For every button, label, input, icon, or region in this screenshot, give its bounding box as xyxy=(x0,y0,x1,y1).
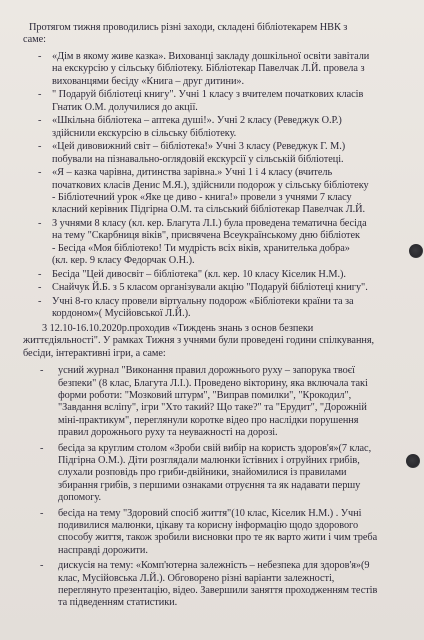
sub-list-item-line: бесіда на тему "Здоровий спосіб життя"(10 клас, Кіселик Н.М.) . Учні xyxy=(58,507,362,519)
sub-list-item-line: усний журнал "Виконання правил дорожнього руху – запорука твоєї xyxy=(58,365,355,377)
list-item-line: (кл. кер. 9 класу Федорчак О.Н.). xyxy=(52,255,195,267)
list-item-line: «Шкільна бібліотека – аптека душі!». Учні 2 класу (Реведжук О.Р.) xyxy=(52,115,342,127)
list-item-line: «Я – казка чарівна, дитинства зарівна.» Учні 1 і 4 класу (вчитель xyxy=(52,167,333,179)
sub-list-item-line: бесіда за круглим столом «Зроби свій вибір на користь здоров'я»(7 клас, xyxy=(58,442,372,454)
list-item-line: «Дім в якому живе казка». Вихованці закладу дошкільної освіти завітали xyxy=(52,50,370,62)
sub-list-item-line: "Завдання всліпу", ігри "Хто такий? Що таке?" та "Ерудит", "Дорожній xyxy=(58,402,367,414)
sub-list-dash: - xyxy=(40,560,44,572)
list-item-line: З учнями 8 класу (кл. кер. Благута Л.І.) була проведена тематична бесіда xyxy=(52,218,367,229)
list-item-line: Учні 8-го класу провели віртуальну подорож «Бібліотеки країни та за xyxy=(52,296,354,307)
list-item-line: Гнатик О.М. долучилися до акції. xyxy=(52,101,198,113)
list-item-line: побували на пізнавально-оглядовій екскурсії у сільській бібліотеці. xyxy=(52,153,344,165)
sub-list-item-line: та підведенням статистики. xyxy=(58,597,178,609)
sub-list-item-line: форми роботи: "Мозковий штурм", "Виправ помилки", "Крокодил", xyxy=(58,390,352,401)
punch-hole xyxy=(406,454,420,468)
list-item-line: здійснили екскурсію в сільську бібліотеку. xyxy=(52,127,237,139)
list-item-line: - Бібліотечний урок «Яке це диво - книга!» провели з учнями 7 класу xyxy=(52,192,352,203)
list-dash: - xyxy=(38,282,42,294)
list-item-line: початкових класів Денис М.Я.), здійснили подорож у сільську бібліотеку xyxy=(52,179,369,191)
list-item-line: класний керівник Підгірна О.М. та сільський бібліотекар Павелчак Л.Й. xyxy=(52,204,366,216)
sub-list-item-line: допомогу. xyxy=(58,492,101,504)
sub-list-dash: - xyxy=(40,507,44,519)
list-dash: - xyxy=(38,218,42,229)
section-paragraph-line: бесіди, інтерактивні ігри, а саме: xyxy=(23,347,166,359)
intro-line: саме: xyxy=(23,34,46,46)
list-item-line: " Подаруй бібліотеці книгу". Учні 1 класу з вчителем початкових класів xyxy=(52,89,364,101)
list-dash: - xyxy=(38,141,42,153)
section-paragraph-line: життєдіяльності". У рамках Тижня з учнями були проведені години спілкування, xyxy=(23,335,375,347)
list-item-line: вихованцями бесіду «Книга – друг дитини». xyxy=(52,75,245,87)
list-dash: - xyxy=(38,296,42,307)
list-item-line: Бесіда "Цей дивосвіт – бібліотека" (кл. кер. 10 класу Кіселик Н.М.). xyxy=(52,268,346,280)
sub-list-item-line: міні-практикум", переглянули коротке відео про наслідки порушення xyxy=(58,414,359,426)
sub-list-item-line: дискусія на тему: «Комп'ютерна залежність – небезпека для здоров'я»(9 xyxy=(58,560,370,572)
list-item-line: на екскурсію у сільську бібліотеку. Бібліотекар Павелчак Л.Й. провела з xyxy=(52,63,365,75)
list-item-line: - Бесіда «Моя бібліотеко! Ти мудрість всіх віків, хранителька добра» xyxy=(52,242,350,254)
list-dash: - xyxy=(38,115,42,127)
list-dash: - xyxy=(38,50,42,62)
sub-list-item-line: способу життя, також зробили висновки про те як варто жити і чим треба xyxy=(58,532,378,544)
punch-hole xyxy=(409,244,423,258)
list-item-line: на тему "Скарбниця віків", присвячена Всеукраїнському дню бібліотек xyxy=(52,230,360,242)
sub-list-item-line: переглянуто презентацію, відео. Завершили заняття проходженням тестів xyxy=(58,585,378,596)
sub-list-item-line: клас, Мусійовська Л.Й.). Обговорено різні варіанти залежності, xyxy=(58,572,335,584)
sub-list-dash: - xyxy=(40,442,44,454)
sub-list-dash: - xyxy=(40,365,44,377)
sub-list-item-line: Підгірна О.М.). Діти розглядали малюнки їстівних і отруйних грибів, xyxy=(58,455,360,466)
list-dash: - xyxy=(38,89,42,101)
list-item-line: Снайчук Й.Б. з 5 класом організували акцію "Подаруй бібліотеці книгу". xyxy=(52,282,368,294)
list-item-line: «Цей дивовижний світ – бібліотека!» Учні 3 класу (Реведжук Г. М.) xyxy=(52,141,346,153)
sub-list-item-line: слухали розповідь про гриби-двійники, знайомилися із правилами xyxy=(58,467,347,479)
sub-list-item-line: збирання грибів, з першими ознаками отруєння та як надавати першу xyxy=(58,479,361,491)
intro-line: Протягом тижня проводились різні заходи, складені бібліотекарем НВК з xyxy=(29,22,348,33)
list-dash: - xyxy=(38,268,42,280)
list-dash: - xyxy=(38,167,42,179)
sub-list-item-line: правил дорожнього руху та неуважності на дорозі. xyxy=(58,427,278,439)
sub-list-item-line: подивилися малюнки, цікаву та корисну інформацію щодо здорового xyxy=(58,520,359,531)
sub-list-item-line: насправді дорожити. xyxy=(58,544,148,556)
section-paragraph-line: 3 12.10-16.10.2020р.проходив «Тиждень знань з основ безпеки xyxy=(42,323,314,334)
list-item-line: кордоном»( Мусійовської Л.Й.). xyxy=(52,308,191,320)
sub-list-item-line: безпеки" (8 клас, Благута Л.І.). Проведено вікторину, яка включала такі xyxy=(58,377,368,389)
